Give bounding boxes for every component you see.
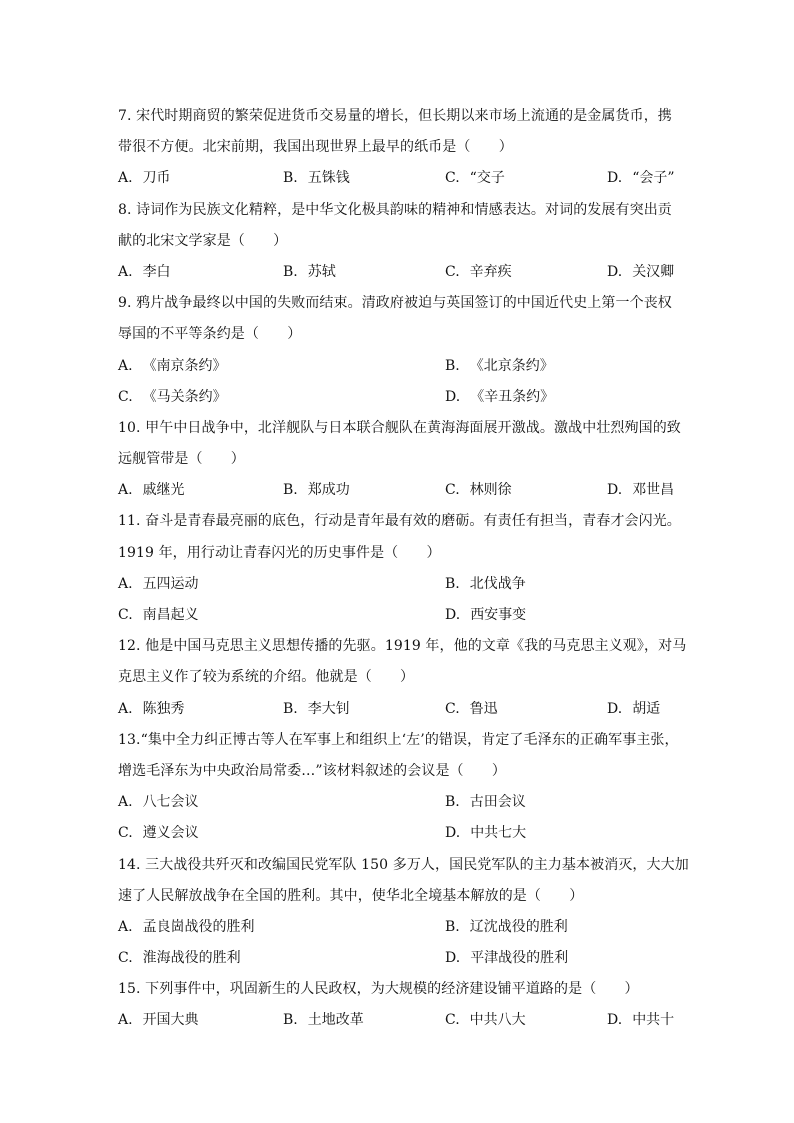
- option-text: 关汉卿: [632, 263, 675, 280]
- question-block: [118, 506, 681, 631]
- option-text: 陈独秀: [142, 700, 185, 717]
- option-letter: C.: [445, 1012, 460, 1029]
- option-text: 刀币: [142, 170, 171, 187]
- option-text: 鲁迅: [469, 700, 498, 717]
- answer-option: [118, 569, 199, 600]
- answer-option: [283, 1005, 364, 1036]
- option-text: 《马关条约》: [142, 388, 227, 405]
- option-text: 林则徐: [469, 482, 512, 499]
- answer-option: [118, 351, 227, 382]
- option-text: 北伐战争: [469, 575, 526, 592]
- option-letter: A.: [118, 1012, 133, 1029]
- answer-option: [283, 257, 336, 288]
- option-text: 南昌起义: [142, 607, 199, 623]
- option-letter: C.: [118, 388, 133, 405]
- option-letter: B.: [445, 357, 460, 374]
- option-letter: B.: [283, 700, 298, 717]
- question-block: [118, 288, 678, 413]
- answer-option: [283, 475, 350, 506]
- option-letter: A.: [118, 918, 133, 935]
- answer-option: [118, 382, 227, 413]
- option-text: 中共七大: [470, 825, 527, 842]
- option-text: 《南京条约》: [142, 357, 227, 374]
- option-letter: B.: [283, 170, 298, 187]
- question-block: [118, 974, 678, 1036]
- option-letter: A.: [118, 794, 133, 811]
- option-letter: B.: [283, 263, 298, 280]
- option-letter: C.: [445, 482, 460, 499]
- option-text: 西安事变: [470, 607, 527, 623]
- options-row: [118, 163, 678, 194]
- question-stem: 7. 宋代时期商贸的繁荣促进货币交易量的增长，但长期以来市场上流通的是金属货币，携: [118, 108, 672, 124]
- question-stem: 8. 诗词作为民族文化精粹，是中华文化极具韵味的精神和情感表达。对词的发展有突出贡: [118, 201, 672, 218]
- option-text: 平津战役的胜利: [470, 950, 569, 967]
- answer-option: [445, 600, 526, 631]
- answer-option: [445, 1005, 526, 1036]
- option-letter: B.: [283, 482, 298, 499]
- answer-option: [118, 1005, 199, 1036]
- option-letter: A.: [118, 575, 133, 592]
- question-stem: 12. 他是中国马克思主义思想传播的先驱。1919 年，他的文章《我的马克思主义观》，对马: [118, 638, 687, 655]
- option-letter: A.: [118, 357, 133, 374]
- answer-option: [445, 912, 568, 943]
- option-text: 邓世昌: [632, 482, 675, 499]
- question-stem-continued: 带很不方便。北宋前期，我国出现世界上最早的纸币是（ ）: [118, 139, 513, 156]
- options-row: [118, 1005, 678, 1036]
- question-stem-continued: 辱国的不平等条约是（ ）: [118, 326, 302, 343]
- option-letter: D.: [607, 700, 623, 717]
- option-text: 八七会议: [142, 794, 199, 811]
- answer-option: [607, 475, 674, 506]
- question-block: [118, 725, 678, 850]
- question-list: [118, 101, 689, 1037]
- answer-option: [607, 1005, 674, 1036]
- option-letter: A.: [118, 700, 133, 717]
- question-stem: 9. 鸦片战争最终以中国的失败而结束。清政府被迫与英国签订的中国近代史上第一个丧权: [118, 295, 672, 312]
- option-text: 辽沈战役的胜利: [469, 918, 568, 935]
- question-stem: 15. 下列事件中，巩固新生的人民政权，为大规模的经济建设铺平道路的是（ ）: [118, 981, 639, 998]
- options-row: [118, 569, 678, 600]
- option-letter: A.: [118, 263, 133, 280]
- option-letter: A.: [118, 482, 133, 499]
- option-letter: B.: [445, 575, 460, 592]
- option-letter: D.: [445, 825, 461, 842]
- question-stem-continued: 献的北宋文学家是（ ）: [118, 232, 288, 249]
- question-stem: 11. 奋斗是青春最亮丽的底色，行动是青年最有效的磨砺。有责任有担当，青春才会闪光。: [118, 513, 681, 530]
- option-text: 遵义会议: [142, 825, 199, 842]
- option-text: 《辛丑条约》: [470, 388, 555, 405]
- option-letter: C.: [445, 263, 460, 280]
- option-letter: B.: [283, 1012, 298, 1029]
- options-row: [118, 787, 678, 818]
- option-text: 李大钊: [307, 700, 350, 717]
- option-letter: C.: [445, 170, 460, 187]
- question-stem: 10. 甲午中日战争中，北洋舰队与日本联合舰队在黄海海面展开激战。激战中壮烈殉国的致: [118, 419, 681, 436]
- option-text: 《北京条约》: [469, 357, 554, 374]
- question-block: [118, 195, 678, 289]
- answer-option: [445, 163, 505, 194]
- option-letter: B.: [445, 918, 460, 935]
- option-letter: C.: [118, 825, 133, 842]
- options-row: [118, 257, 678, 288]
- question-stem-continued: 远舰管带是（ ）: [118, 451, 245, 468]
- question-stem-continued: 1919 年，用行动让青春闪光的历史事件是（ ）: [118, 544, 441, 561]
- question-stem: 13.“集中全力纠正博古等人在军事上和组织上‘左’的错误，肯定了毛泽东的正确军事主张，: [118, 731, 679, 748]
- option-letter: C.: [445, 700, 460, 717]
- option-text: 中共十: [632, 1012, 675, 1029]
- option-letter: D.: [445, 388, 461, 405]
- option-letter: C.: [118, 607, 133, 623]
- options-row: [118, 351, 678, 382]
- answer-option: [445, 694, 498, 725]
- options-row: [118, 694, 678, 725]
- answer-option: [445, 475, 512, 506]
- answer-option: [118, 694, 185, 725]
- question-stem-continued: 增选毛泽东为中央政治局常委…”该材料叙述的会议是（ ）: [118, 762, 506, 779]
- option-text: 李白: [142, 263, 171, 280]
- question-stem-continued: 速了人民解放战争在全国的胜利。其中，使华北全境基本解放的是（ ）: [118, 887, 584, 904]
- answer-option: [118, 818, 199, 849]
- option-letter: D.: [607, 1012, 623, 1029]
- answer-option: [445, 818, 526, 849]
- question-stem-continued: 克思主义作了较为系统的介绍。他就是（ ）: [118, 669, 415, 686]
- option-text: 古田会议: [469, 794, 526, 811]
- options-row: [118, 600, 678, 631]
- answer-option: [445, 351, 554, 382]
- options-row: [118, 382, 678, 413]
- options-row: [118, 475, 678, 506]
- options-row: [118, 818, 678, 849]
- question-block: [118, 631, 687, 725]
- option-letter: B.: [445, 794, 460, 811]
- option-letter: A.: [118, 170, 133, 187]
- option-text: 五四运动: [142, 575, 199, 592]
- option-text: 孟良崮战役的胜利: [142, 918, 255, 935]
- answer-option: [118, 912, 255, 943]
- answer-option: [118, 943, 241, 974]
- option-text: 辛弃疾: [469, 263, 512, 280]
- answer-option: [445, 382, 554, 413]
- answer-option: [283, 163, 350, 194]
- option-letter: D.: [607, 482, 623, 499]
- options-row: [118, 912, 678, 943]
- option-text: 胡适: [632, 700, 661, 717]
- option-letter: D.: [607, 170, 623, 187]
- answer-option: [118, 257, 171, 288]
- option-text: “会子”: [632, 170, 675, 187]
- option-letter: D.: [607, 263, 623, 280]
- answer-option: [607, 694, 660, 725]
- options-row: [118, 943, 678, 974]
- answer-option: [118, 475, 185, 506]
- answer-option: [607, 257, 674, 288]
- option-text: 五铢钱: [307, 170, 350, 187]
- answer-option: [118, 600, 199, 631]
- answer-option: [445, 569, 526, 600]
- option-text: 郑成功: [307, 482, 350, 499]
- option-letter: D.: [445, 950, 461, 967]
- answer-option: [283, 694, 350, 725]
- answer-option: [118, 787, 199, 818]
- question-block: [118, 850, 689, 975]
- option-letter: D.: [445, 607, 461, 623]
- answer-option: [445, 943, 568, 974]
- option-text: 开国大典: [142, 1012, 199, 1029]
- answer-option: [445, 257, 512, 288]
- question-block: [118, 413, 681, 507]
- question-stem: 14. 三大战役共歼灭和改编国民党军队 150 多万人，国民党军队的主力基本被消灭，大大加: [118, 856, 689, 873]
- option-letter: C.: [118, 950, 133, 967]
- option-text: 淮海战役的胜利: [142, 950, 241, 967]
- option-text: 戚继光: [142, 482, 185, 499]
- answer-option: [445, 787, 526, 818]
- option-text: 苏轼: [307, 263, 336, 280]
- option-text: 土地改革: [307, 1012, 364, 1029]
- option-text: “交子: [469, 170, 505, 187]
- answer-option: [118, 163, 171, 194]
- answer-option: [607, 163, 675, 194]
- option-text: 中共八大: [469, 1012, 526, 1029]
- question-block: [118, 101, 678, 195]
